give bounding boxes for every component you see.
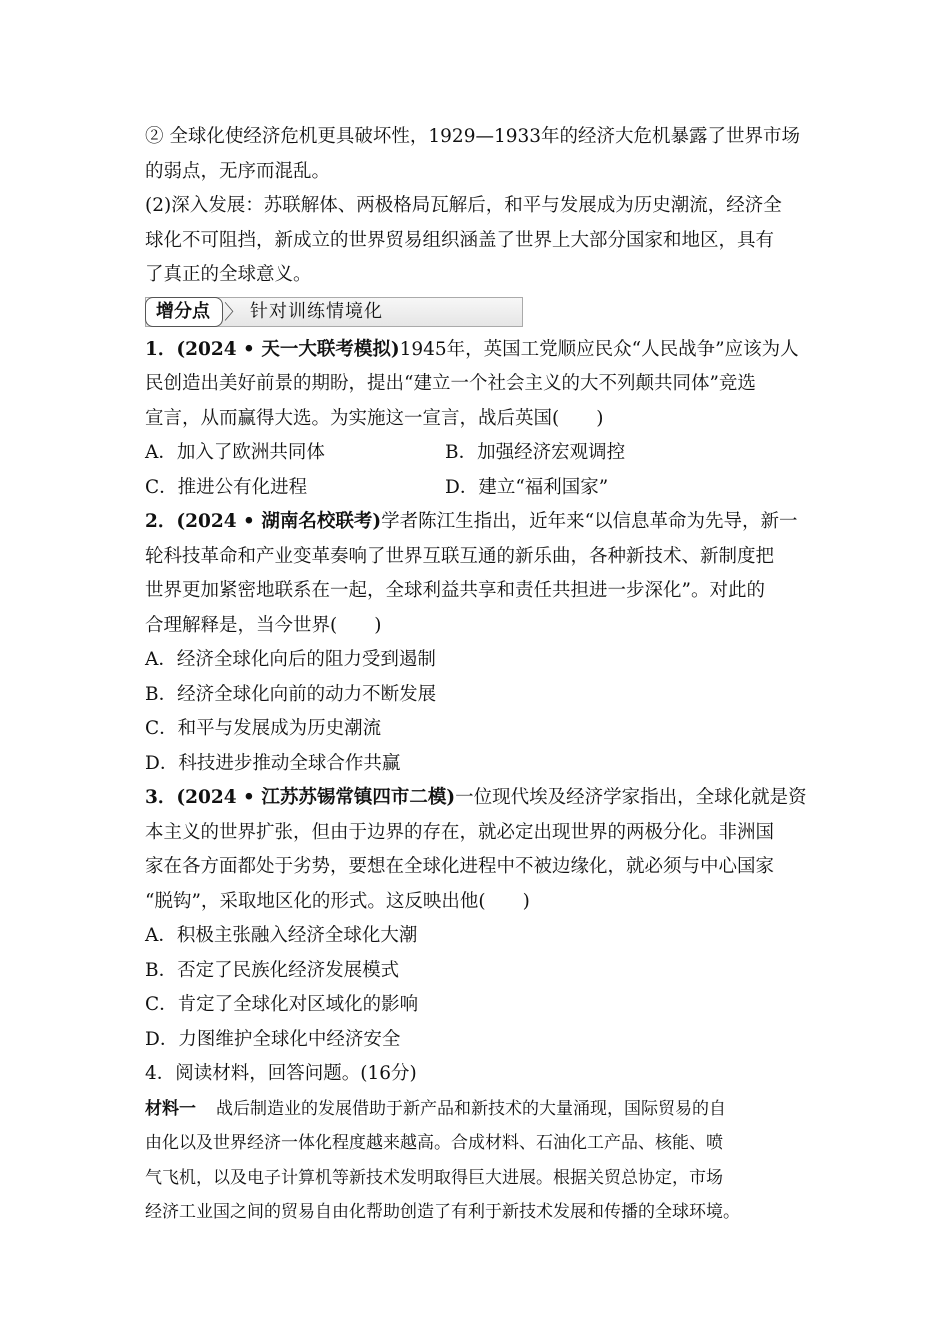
question-4 [145,1057,817,1230]
question-stem [145,505,817,540]
option-a[interactable]: A．经济全球化向后的阻力受到遏制 [145,649,436,670]
option-a[interactable]: A．加入了欧洲共同体 [145,442,325,463]
question-3 [145,781,817,1057]
option-row [145,436,817,471]
intro-paragraph-2 [145,189,817,293]
option-d[interactable]: D．科技进步推动全球合作共赢 [145,752,401,774]
section-title: 针对训练情境化 [250,300,383,322]
option-d[interactable]: D．建立“福利国家” [445,476,609,498]
text-line: 合理解释是，当今世界( ) [145,614,382,636]
text-line: 了真正的全球意义。 [145,264,312,285]
text-line: 家在各方面都处于劣势，要想在全球化进程中不被边缘化，就必须与中心国家 [145,856,775,877]
text-line: 的弱点，无序而混乱。 [145,160,331,182]
question-1 [145,333,817,506]
text-line: 本主义的世界扩张，但由于边界的存在，就必定出现世界的两极分化。非洲国 [145,821,775,843]
question-number: 2． [145,511,177,532]
option-b[interactable]: B．经济全球化向前的动力不断发展 [145,683,437,705]
option-c[interactable]: C．肯定了全球化对区域化的影响 [145,994,419,1015]
option-c[interactable]: C．推进公有化进程 [145,476,308,498]
text-line: 战后制造业的发展借助于新产品和新技术的大量涌现，国际贸易的自 [216,1098,726,1119]
question-number: 1． [145,338,177,360]
text-line: 宣言，从而赢得大选。为实施这一宣言，战后英国( ) [145,407,604,429]
option-row [145,471,817,506]
option-d[interactable]: D．力图维护全球化中经济安全 [145,1028,401,1050]
question-source: (2024 • 湖南名校联考) [176,511,382,532]
section-banner [145,297,523,327]
text-line: 1945年，英国工党顺应民众“人民战争”应该为人 [399,338,799,360]
material-line: 气飞机，以及电子计算机等新技术发明取得巨大进展。根据关贸总协定，市场 [145,1167,723,1188]
intro-paragraph-1 [145,120,817,189]
option-c[interactable]: C．和平与发展成为历史潮流 [145,718,382,739]
text-line: 世界更加紧密地联系在一起，全球利益共享和责任共担进一步深化”。对此的 [145,580,765,601]
question-stem: 4．阅读材料，回答问题。(16分) [145,1063,417,1084]
question-stem [145,333,817,368]
option-b[interactable]: B．加强经济宏观调控 [445,442,626,463]
option-a[interactable]: A．积极主张融入经济全球化大潮 [145,925,418,946]
question-2 [145,505,817,781]
text-line: 球化不可阻挡，新成立的世界贸易组织涵盖了世界上大部分国家和地区，具有 [145,229,775,251]
question-source: (2024 • 天一大联考模拟) [176,338,400,360]
material-line [145,1092,817,1127]
chevron-right-icon: 〉 [224,299,244,324]
text-line: 学者陈江生指出，近年来“以信息革命为先导，新一 [381,511,798,532]
text-line: 一位现代埃及经济学家指出，全球化就是资 [455,787,807,808]
question-source: (2024 • 江苏苏锡常镇四市二模) [176,787,456,808]
question-stem [145,781,817,816]
text-line: “脱钩”，采取地区化的形式。这反映出他( ) [145,890,530,912]
question-number: 3． [145,787,177,808]
section-tag: 增分点 [145,297,223,327]
material-line: 经济工业国之间的贸易自由化帮助创造了有利于新技术发展和传播的全球环境。 [145,1202,740,1222]
text-line: 民创造出美好前景的期盼，提出“建立一个社会主义的大不列颠共同体”竞选 [145,373,756,394]
option-b[interactable]: B．否定了民族化经济发展模式 [145,959,400,981]
material-label: 材料一 [145,1098,196,1119]
text-line: ② 全球化使经济危机更具破坏性，1929—1933年的经济大危机暴露了世界市场 [145,126,801,147]
text-line: 轮科技革命和产业变革奏响了世界互联互通的新乐曲，各种新技术、新制度把 [145,545,775,567]
document-page [145,120,817,1230]
text-line: (2)深入发展：苏联解体、两极格局瓦解后，和平与发展成为历史潮流，经济全 [145,195,782,216]
material-line: 由化以及世界经济一体化程度越来越高。合成材料、石油化工产品、核能、喷 [145,1133,723,1153]
